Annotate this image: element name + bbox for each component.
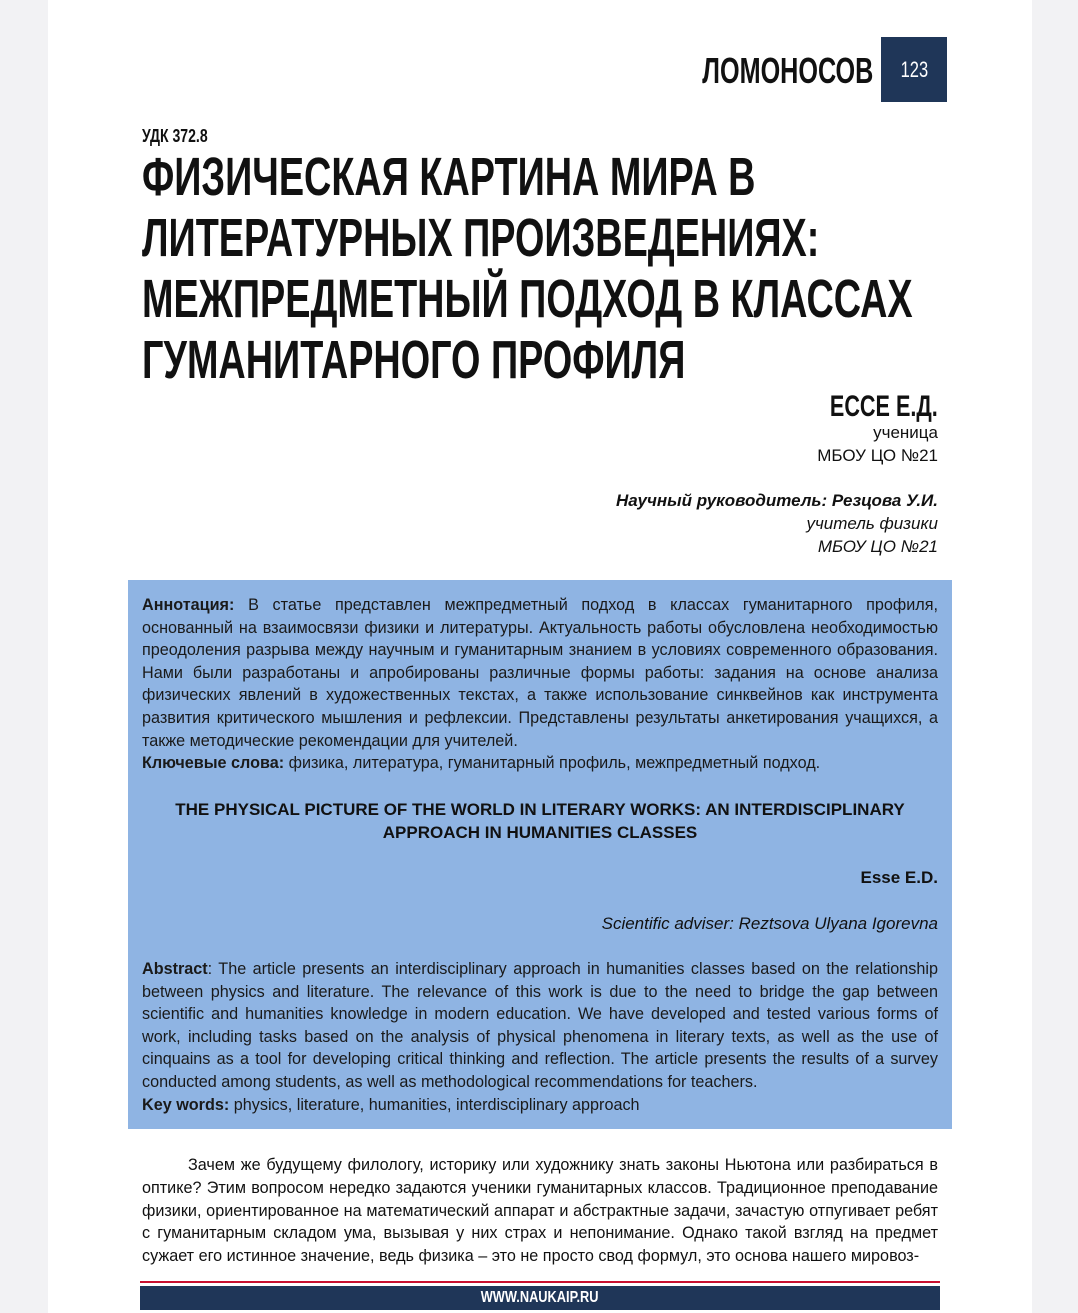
abstract-en-label: Abstract [142, 960, 208, 978]
article-page [48, 0, 1032, 1313]
journal-name: ЛОМОНОСОВ [701, 50, 873, 91]
advisor-org: МБОУ ЦО №21 [817, 537, 938, 556]
advisor-label: Научный руководитель: Резцова У.И. [616, 491, 938, 510]
abstract-ru [142, 594, 938, 775]
english-title-line: THE PHYSICAL PICTURE OF THE WORLD IN LITERARY WORKS: AN INTERDISCIPLINARY [175, 800, 905, 819]
author-name: ЕССЕ Е.Д. [830, 390, 938, 423]
english-advisor: Scientific adviser: Reztsova Ulyana Igorevna [601, 914, 938, 933]
footer-url: WWW.NAUKAIP.RU [481, 1289, 599, 1306]
advisor-role: учитель физики [806, 514, 938, 533]
body-text [142, 1154, 938, 1268]
abstract-box [128, 580, 952, 1129]
body-paragraph: Зачем же будущему филологу, историку или художнику знать законы Ньютона или разбираться в оптике? Этим вопросом нередко задаются ученики гуманитарных классов. Традиционное преподавание физики, ориентированное на математический аппарат и абстрактные задачи, зачастую отпугивает ребят с гуманитарным складом ума, вызывая у них страх и непонимание. Однако такой взгляд на предмет сужает его истинное значение, ведь физика – это не просто свод формул, это основа нашего мировоз- [142, 1156, 938, 1266]
abstract-en-text: : The article presents an interdisciplinary approach in humanities classes based on the relationship between physics and literature. The relevance of this work is due to the need to bridge the gap between scientific and humanities knowledge in modern education. We have developed and tested various forms of work, including tasks based on the analysis of physical phenomena in literary texts, as well as the use of cinquains as a tool for developing critical thinking and reflection. The article presents the results of a survey conducted among students, as well as methodological recommendations for teachers. [142, 960, 938, 1091]
footer-rule [140, 1281, 940, 1283]
keywords-en-label: Key words: [142, 1095, 230, 1114]
abstract-ru-label: Аннотация: [142, 596, 235, 614]
title-line: ГУМАНИТАРНОГО ПРОФИЛЯ [142, 330, 686, 390]
page-number: 123 [900, 56, 928, 82]
author-org: МБОУ ЦО №21 [817, 446, 938, 465]
keywords-en: physics, literature, humanities, interdisciplinary approach [229, 1095, 640, 1114]
title-line: ЛИТЕРАТУРНЫХ ПРОИЗВЕДЕНИЯХ: [142, 208, 820, 268]
page-number-box [881, 37, 947, 102]
keywords-ru-label: Ключевые слова: [142, 754, 285, 773]
udk-code: УДК 372.8 [142, 126, 208, 146]
abstract-ru-text: В статье представлен межпредметный подход в классах гуманитарного профиля, основанный на взаимосвязи физики и литературы. Актуальность работы обусловлена необходимостью преодоления разрыва между научным и гуманитарным знанием в условиях современного образования. Нами были разработаны и апробированы различные формы работы: задания на основе анализа физических явлений в художественных текстах, а также использование синквейнов как инструмента развития критического мышления и рефлексии. Представлены результаты анкетирования учащихся, а также методические рекомендации для учителей. [142, 596, 938, 750]
english-title [128, 798, 952, 844]
english-title-line: APPROACH IN HUMANITIES CLASSES [382, 823, 698, 842]
author-role: ученица [873, 423, 938, 442]
english-author: Esse E.D. [860, 868, 938, 887]
title-line: ФИЗИЧЕСКАЯ КАРТИНА МИРА В [142, 147, 756, 207]
title-line: МЕЖПРЕДМЕТНЫЙ ПОДХОД В КЛАССАХ [142, 269, 913, 329]
footer-bar [140, 1286, 940, 1310]
keywords-ru: физика, литература, гуманитарный профиль, межпредметный подход. [284, 754, 821, 773]
abstract-en [142, 958, 938, 1116]
article-title [142, 147, 947, 391]
